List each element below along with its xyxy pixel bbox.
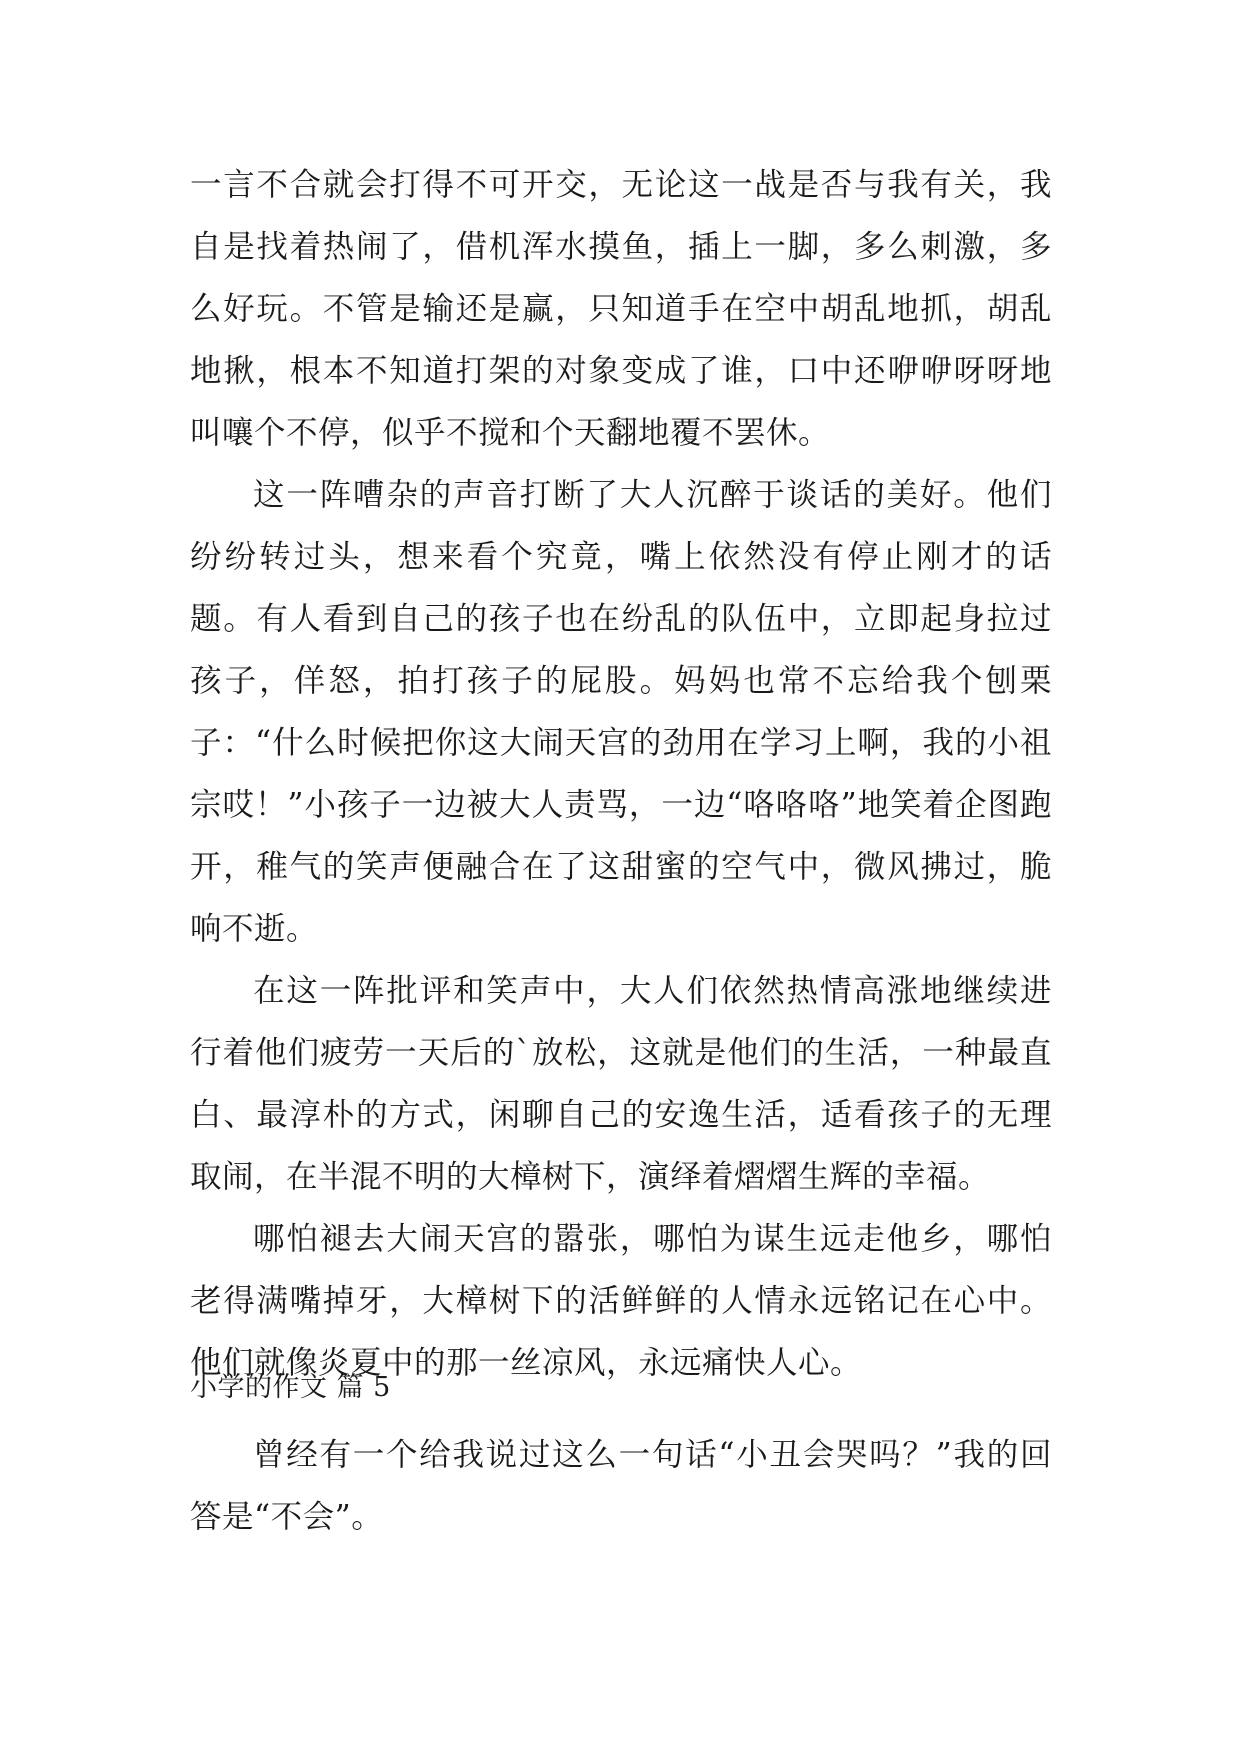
paragraph-3: 在这一阵批评和笑声中，大人们依然热情高涨地继续进行着他们疲劳一天后的`放松，这就是他们的生活，一种最直白、最淳朴的方式，闲聊自己的安逸生活，适看孩子的无理取闹，在半混不明的大樟树下，演绎着熠熠生辉的幸福。: [190, 973, 1052, 1195]
paragraph-4: 哪怕褪去大闹天宫的嚣张，哪怕为谋生远走他乡，哪怕老得满嘴掉牙，大樟树下的活鲜鲜的人情永远铭记在心中。他们就像炎夏中的那一丝凉风，永远痛快人心。: [190, 1221, 1052, 1381]
paragraph-1: 一言不合就会打得不可开交，无论这一战是否与我有关，我自是找着热闹了，借机浑水摸鱼，插上一脚，多么刺激，多么好玩。不管是输还是赢，只知道手在空中胡乱地抓，胡乱地揪，根本不知道打架的对象变成了谁，口中还咿咿呀呀地叫嚷个不停，似乎不搅和个天翻地覆不罢休。: [190, 167, 1052, 451]
section-heading: 小学的作文 篇 5: [190, 1372, 391, 1403]
paragraph-2: 这一阵嘈杂的声音打断了大人沉醉于谈话的美好。他们纷纷转过头，想来看个究竟，嘴上依然没有停止刚才的话题。有人看到自己的孩子也在纷乱的队伍中，立即起身拉过孩子，佯怒，拍打孩子的屁股。妈妈也常不忘给我个刨栗子：“什么时候把你这大闹天宫的劲用在学习上啊，我的小祖宗哎！”小孩子一边被大人责骂，一边“咯咯咯”地笑着企图跑开，稚气的笑声便融合在了这甜蜜的空气中，微风拂过，脆响不逝。: [190, 477, 1052, 947]
body-text-bottom: [190, 1424, 1052, 1548]
body-text-top: [190, 154, 1052, 1394]
paragraph-5: 曾经有一个给我说过这么一句话“小丑会哭吗？”我的回答是“不会”。: [190, 1437, 1052, 1535]
